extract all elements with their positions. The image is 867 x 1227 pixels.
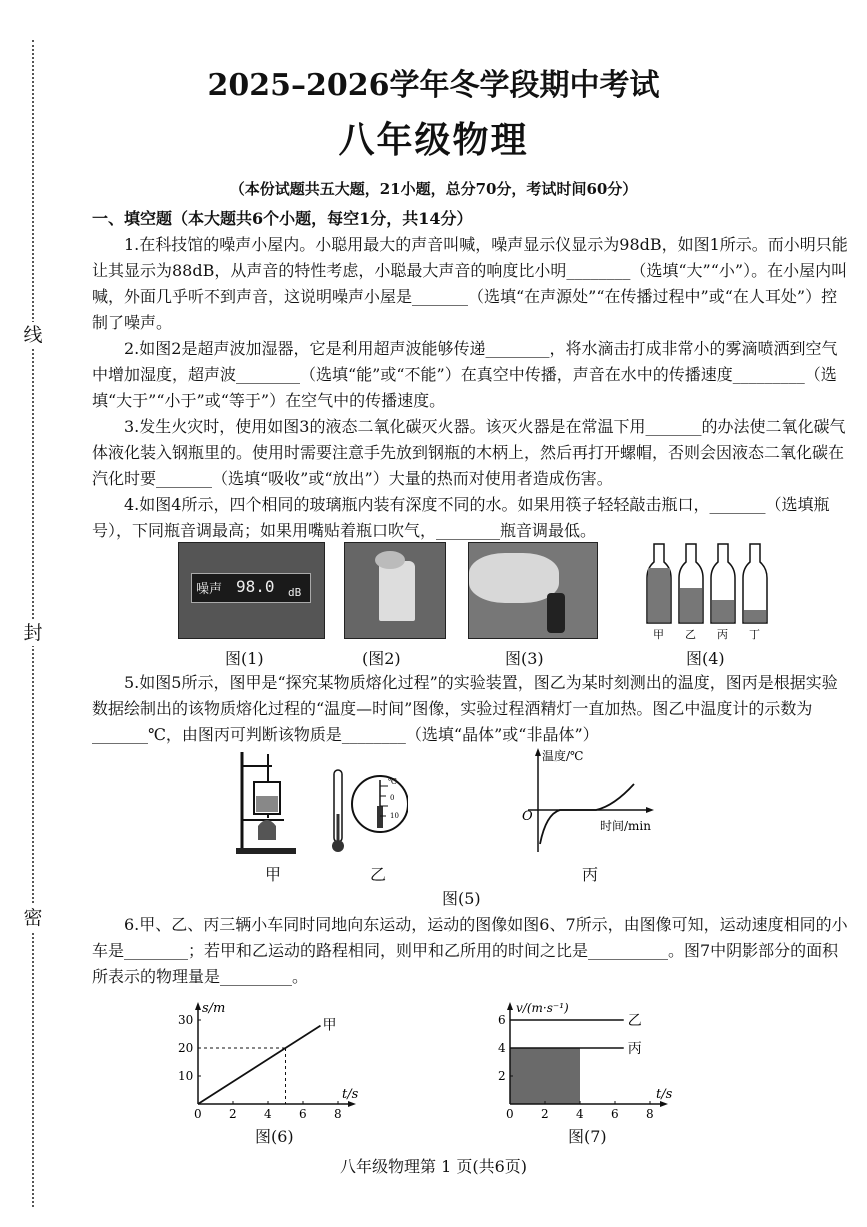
y-tick-label: 10: [178, 1069, 194, 1083]
figure-6-chart: [160, 1000, 360, 1120]
page-footer: 八年级物理第 1 页(共6页): [339, 1157, 528, 1176]
exam-title: 2025–2026学年冬学段期中考试: [207, 68, 660, 103]
x-tick-label: 4: [576, 1107, 584, 1120]
y-axis-arrow: [507, 1002, 513, 1010]
bottle-ding: [743, 544, 767, 623]
figure-6-caption: 图(6): [255, 1127, 294, 1146]
binding-char-mi: 密: [20, 905, 46, 931]
bottle-label-bing: 丙: [717, 628, 728, 641]
figure-5-label-jia: 甲: [265, 865, 282, 884]
chart7-series: [510, 1020, 624, 1048]
y-axis-arrow: [195, 1002, 201, 1010]
figure-1-photo: [178, 542, 325, 639]
question-6-block: [92, 912, 853, 990]
bottle-bing: [711, 544, 735, 623]
x-tick-label: 6: [299, 1107, 307, 1120]
y-tick-label: 4: [498, 1041, 506, 1055]
section-heading: 一、填空题（本大题共6个小题，每空1分，共14分）: [92, 209, 473, 228]
noise-display-unit: dB: [288, 586, 302, 599]
figure-1-caption: 图(1): [225, 649, 264, 668]
bottle-label-yi: 乙: [685, 628, 696, 641]
mist-shape: [375, 551, 405, 569]
chart6-series-label: 甲: [322, 1017, 337, 1034]
co2-spray-cloud: [469, 553, 559, 603]
shaded-area-rect: [510, 1048, 580, 1104]
noise-display-label: 噪声: [196, 582, 223, 597]
figure-4-bottles: [646, 538, 776, 643]
figure-5-apparatus: [232, 748, 300, 858]
figure-2-caption: (图2): [362, 649, 401, 668]
question-5: 5.如图5所示，图甲是“探究某物质熔化过程”的实验装置，图乙为某时刻测出的温度，图丙是根据实验数据绘制出的该物质熔化过程的“温度—时间”图像，实验过程酒精灯一直加热。图乙中温度计的示数为_______℃，由图丙可判断该物质是________（选填“晶体”或“非晶体”）: [92, 673, 838, 744]
figure-2-photo: [344, 542, 446, 639]
bottle-yi: [679, 544, 703, 623]
figure-4-caption: 图(4): [686, 649, 725, 668]
question-6: 6.甲、乙、丙三辆小车同时同地向东运动，运动的图像如图6、7所示，由图像可知，运动速度相同的小车是________；若甲和乙运动的路程相同，则甲和乙所用的时间之比是__________。图7中阴影部分的面积所表示的物理量是_________。: [92, 915, 848, 986]
question-1: 1.在科技馆的噪声小屋内。小聪用最大的声音叫喊，噪声显示仪显示为98dB，如图1所示。而小明只能让其显示为88dB，从声音的特性考虑，小聪最大声音的响度比小明________（选填“大”“小”）。在小屋内叫喊，外面几乎听不到声音，这说明噪声小屋是_______（选填“在声源处”“在传播过程中”或“在人耳处”）控制了噪声。: [92, 235, 848, 332]
binding-char-feng: 封: [20, 620, 46, 646]
thermo-unit: ℃: [388, 777, 397, 786]
question-5-block: [92, 670, 853, 748]
noise-display: [191, 573, 311, 603]
graph5-origin: O: [522, 809, 533, 824]
x-tick-label: 6: [611, 1107, 619, 1120]
figure-5-caption: 图(5): [442, 889, 481, 908]
figure-3-photo: [468, 542, 598, 639]
y-tick-label: 2: [498, 1069, 506, 1083]
exam-note: （本份试题共五大题，21小题，总分70分，考试时间60分）: [229, 180, 638, 198]
chart7-ylabel: v/(m·s⁻¹): [516, 1001, 569, 1015]
graph5-ylabel: 温度/℃: [542, 749, 584, 763]
chart7-xlabel: t/s: [656, 1087, 673, 1102]
chart6-ylabel: s/m: [202, 1001, 226, 1016]
chart7-series-label-yi: 乙: [627, 1013, 642, 1029]
question-4: 4.如图4所示，四个相同的玻璃瓶内装有深度不同的水。如果用筷子轻轻敲击瓶口，_______（选填瓶号），下同瓶音调最高；如果用嘴贴着瓶口吹气，________瓶音调最低。: [92, 495, 830, 540]
noise-display-value: 98.0: [236, 577, 275, 596]
figure-5-graph: [510, 744, 670, 856]
x-tick-label: 8: [334, 1107, 342, 1120]
figure-7-chart: [478, 1000, 688, 1120]
x-tick-label: 4: [264, 1107, 272, 1120]
series-line-jia: [198, 1026, 321, 1104]
y-tick-label: 6: [498, 1013, 506, 1027]
questions-1-4: [92, 232, 853, 544]
x-tick-label: 0: [194, 1107, 202, 1120]
x-tick-label: 2: [229, 1107, 237, 1120]
chart7-shaded-area: [510, 1048, 580, 1104]
figure-5-thermometer: [328, 766, 408, 856]
figure-5-label-bing: 丙: [582, 865, 599, 884]
figure-5-label-yi: 乙: [370, 865, 387, 884]
bottle-label-jia: 甲: [653, 628, 664, 641]
x-tick-label: 0: [506, 1107, 514, 1120]
chart7-series-label-bing: 丙: [627, 1041, 642, 1057]
graph5-xlabel: 时间/min: [600, 819, 651, 833]
question-2: 2.如图2是超声波加湿器，它是利用超声波能够传递________，将水滴击打成非常小的雾滴喷洒到空气中增加湿度，超声波________（选填“能”或“不能”）在真空中传播，声音在水中的传播速度_________（选填“大于”“小于”或“等于”）在空气中的传播速度。: [92, 339, 838, 410]
thermo-tick-0: 0: [390, 794, 395, 802]
question-3: 3.发生火灾时，使用如图3的液态二氧化碳灭火器。该灭火器是在常温下用_______的办法使二氧化碳气体液化装入钢瓶里的。使用时需要注意手先放到钢瓶的木柄上，然后再打开螺帽，否则会因液态二氧化碳在汽化时要_______（选填“吸收”或“放出”）大量的热而对使用者造成伤害。: [92, 417, 846, 488]
figure-3-caption: 图(3): [505, 649, 544, 668]
chart6-xlabel: t/s: [342, 1087, 359, 1102]
x-tick-label: 8: [646, 1107, 654, 1120]
y-tick-label: 20: [178, 1041, 194, 1055]
bottle-label-ding: 丁: [749, 628, 760, 641]
subject-title: 八年级物理: [338, 119, 529, 161]
binding-char-xian: 线: [20, 322, 46, 348]
x-tick-label: 2: [541, 1107, 549, 1120]
bottle-jia: [647, 544, 671, 623]
figure-7-caption: 图(7): [568, 1127, 607, 1146]
y-tick-label: 30: [178, 1013, 194, 1027]
chart6-series: [198, 1026, 321, 1104]
thermo-tick-10: 10: [390, 812, 399, 820]
humidifier-shape: [379, 561, 415, 621]
extinguisher-shape: [547, 593, 565, 633]
